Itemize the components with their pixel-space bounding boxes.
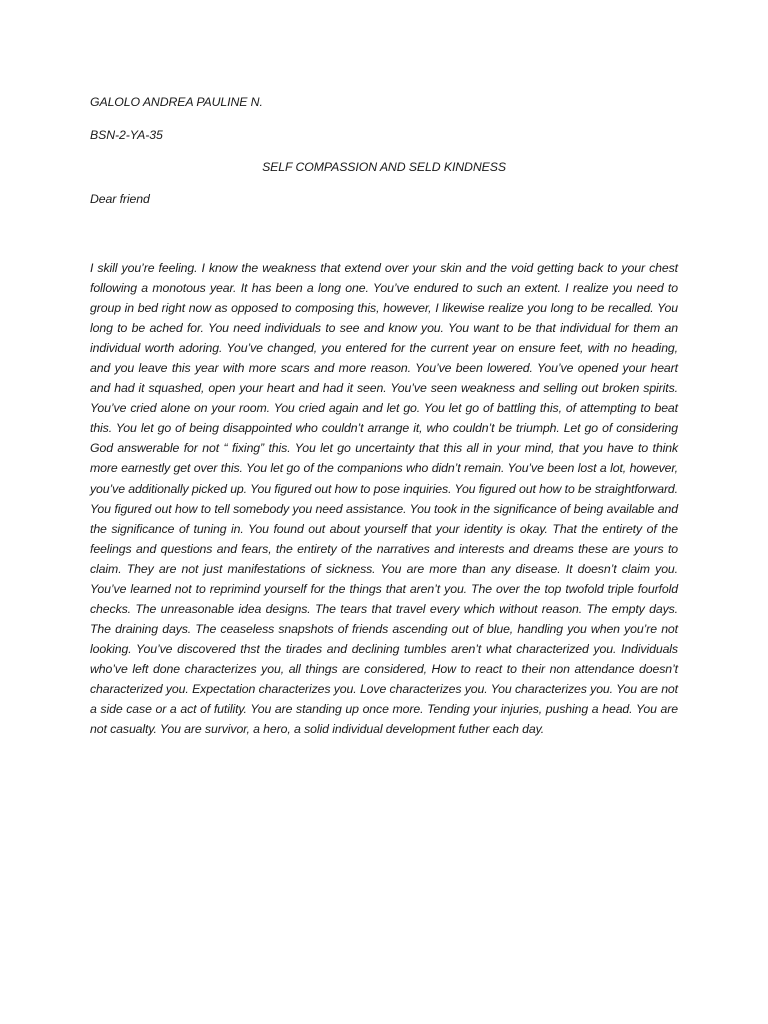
- author-name: GALOLO ANDREA PAULINE N.: [90, 95, 263, 109]
- document-title: SELF COMPASSION AND SELD KINDNESS: [262, 160, 506, 174]
- salutation: Dear friend: [90, 192, 150, 206]
- letter-body: I skill you’re feeling. I know the weakness that extend over your skin and the void getting back to your chest following a monotous year. It has been a long one. You’ve endured to such an extent. I realize you need to group in bed right now as opposed to composing this, however, I likewise realize you long to be recalled. You long to be ached for. You need individuals to see and know you. You want to be that individual for them an individual worth adoring. You’ve changed, you entered for the current year on ensure feet, with no heading, and you leave this year with more scars and more reason. You’ve been lowered. You’ve opened your heart and had it squashed, open your heart and had it seen. You’ve seen weakness and selling out broken spirits. You’ve cried alone on your room. You cried again and let go. You let go of battling this, of attempting to beat this. You let go of being disappointed who couldn’t arrange it, who couldn’t be triumph. Let go of considering God answerable for not “ fixing” this. You let go uncertainty that this all in your mind, that you have to think more earnestly get over this. You let go of the companions who didn’t remain. You’ve been lost a lot, however, you’ve additionally picked up. You figured out how to pose inquiries. You figured out how to be straightforward. You figured out how to tell somebody you need assistance. You took in the significance of being available and the significance of tuning in. You found out about yourself that your identity is okay. That the entirety of the feelings and questions and fears, the entirety of the narratives and interests and dreams these are yours to claim. They are not just manifestations of sickness. You are more than any disease. It doesn’t claim you. You’ve learned not to reprimind yourself for the things that aren’t you. The over the top twofold triple fourfold checks. The unreasonable idea designs. The tears that travel every which without reason. The empty days. The draining days. The ceaseless snapshots of friends ascending out of blue, handling you when you’re not looking. You’ve discovered thst the tirades and declining tumbles aren’t what characterized you. Individuals who’ve left done characterizes you, all things are considered, How to react to their non attendance doesn’t characterized you. Expectation characterizes you. Love characterizes you. You characterizes you. You are not a side case or a act of futility. You are standing up once more. Tending your injuries, pushing a head. You are not casualty. You are survivor, a hero, a solid individual development futher each day.: [90, 261, 678, 737]
- course-code: BSN-2-YA-35: [90, 128, 163, 142]
